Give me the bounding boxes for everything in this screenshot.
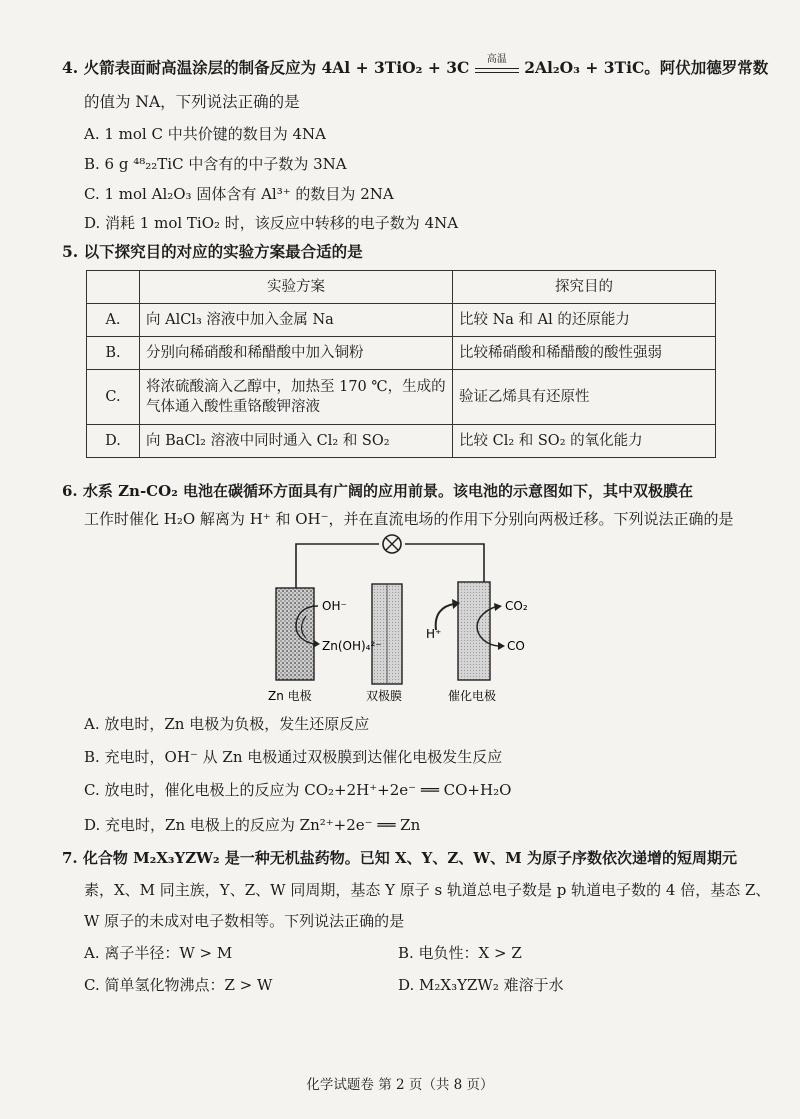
q6-stem-line2: 工作时催化 H₂O 解离为 H⁺ 和 OH⁻，并在直流电场的作用下分别向两极迁移。下列说法正确的是 (84, 510, 734, 528)
battery-diagram (262, 534, 542, 706)
label-h-plus: H⁺ (426, 627, 442, 641)
q6-option-d: D. 充电时，Zn 电极上的反应为 Zn²⁺+2e⁻ ══ Zn (84, 816, 421, 834)
q4-condition: 高温 (486, 53, 507, 65)
q6-option-b: B. 充电时，OH⁻ 从 Zn 电极通过双极膜到达催化电极发生反应 (84, 748, 503, 766)
table-row (87, 370, 716, 425)
experiment-table (86, 270, 716, 458)
row-goal: 比较 Cl₂ 和 SO₂ 的氧化能力 (453, 425, 716, 458)
q4-stem-line1 (62, 53, 769, 78)
q4-products: 2Al₂O₃ + 3TiC。 (524, 58, 660, 77)
header-cell-goal: 探究目的 (453, 271, 716, 304)
q4-reactants: 4Al + 3TiO₂ + 3C (321, 58, 470, 77)
q7-option-d: D. M₂X₃YZW₂ 难溶于水 (398, 976, 564, 994)
q6-option-a: A. 放电时，Zn 电极为负极，发生还原反应 (84, 715, 370, 733)
row-label: A. (87, 304, 140, 337)
q4-stem-line2: 的值为 NA，下列说法正确的是 (84, 93, 300, 111)
q6-option-c: C. 放电时，催化电极上的反应为 CO₂+2H⁺+2e⁻ ══ CO+H₂O (84, 781, 512, 799)
q4-prefix: 4. 火箭表面耐高温涂层的制备反应为 (62, 58, 322, 77)
row-goal: 比较稀硝酸和稀醋酸的酸性强弱 (453, 337, 716, 370)
q7-option-c: C. 简单氢化物沸点：Z > W (84, 976, 273, 994)
row-plan: 分别向稀硝酸和稀醋酸中加入铜粉 (140, 337, 453, 370)
q4-option-b: B. 6 g ⁴⁸₂₂TiC 中含有的中子数为 3NA (84, 155, 347, 173)
q7-stem-line2: 素，X、M 同主族，Y、Z、W 同周期，基态 Y 原子 s 轨道总电子数是 p 轨道电子数的 4 倍，基态 Z、 (84, 881, 771, 899)
q4-condition-arrow (475, 53, 519, 73)
table-row (87, 337, 716, 370)
label-oh: OH⁻ (322, 599, 347, 613)
zn-electrode (276, 588, 314, 680)
label-catalyst: 催化电极 (448, 689, 497, 703)
q4-option-a: A. 1 mol C 中共价键的数目为 4NA (84, 125, 327, 143)
q5-stem: 5. 以下探究目的对应的实验方案最合适的是 (62, 242, 363, 261)
header-cell-label (87, 271, 140, 304)
q4-suffix: 阿伏加德罗常数 (659, 58, 769, 77)
q7-stem-line1: 7. 化合物 M₂X₃YZW₂ 是一种无机盐药物。已知 X、Y、Z、W、M 为原子序数依次递增的短周期元 (62, 849, 737, 867)
q4-option-c: C. 1 mol Al₂O₃ 固体含有 Al³⁺ 的数目为 2NA (84, 185, 394, 203)
label-co: CO (507, 639, 525, 653)
bulb-icon (383, 535, 401, 553)
label-bipolar: 双极膜 (366, 689, 403, 703)
catalyst-electrode (458, 582, 490, 680)
row-label: D. (87, 425, 140, 458)
table-row (87, 425, 716, 458)
q7-stem-line3: W 原子的未成对电子数相等。下列说法正确的是 (84, 912, 405, 930)
q6-stem-line1: 6. 水系 Zn-CO₂ 电池在碳循环方面具有广阔的应用前景。该电池的示意图如下，其中双极膜在 (62, 482, 693, 500)
label-zn-electrode: Zn 电极 (268, 689, 312, 703)
header-cell-plan: 实验方案 (140, 271, 453, 304)
q7-option-b: B. 电负性：X > Z (398, 944, 522, 962)
q7-option-a: A. 离子半径：W > M (84, 944, 233, 962)
table-row (87, 304, 716, 337)
row-plan: 向 AlCl₃ 溶液中加入金属 Na (140, 304, 453, 337)
row-label: B. (87, 337, 140, 370)
row-label: C. (87, 370, 140, 425)
row-plan (140, 370, 453, 425)
row-goal: 验证乙烯具有还原性 (453, 370, 716, 425)
row-plan-line2: 气体通入酸性重铬酸钾溶液 (146, 399, 320, 415)
row-plan: 向 BaCl₂ 溶液中同时通入 Cl₂ 和 SO₂ (140, 425, 453, 458)
table-header-row (87, 271, 716, 304)
label-zn-oh: Zn(OH)₄²⁻ (322, 639, 382, 653)
row-plan-line1: 将浓硫酸滴入乙醇中，加热至 170 ℃，生成的 (146, 379, 446, 395)
row-goal: 比较 Na 和 Al 的还原能力 (453, 304, 716, 337)
page-footer: 化学试题卷 第 2 页（共 8 页） (306, 1077, 494, 1093)
label-co2: CO₂ (505, 599, 528, 613)
q4-option-d: D. 消耗 1 mol TiO₂ 时，该反应中转移的电子数为 4NA (84, 214, 459, 232)
